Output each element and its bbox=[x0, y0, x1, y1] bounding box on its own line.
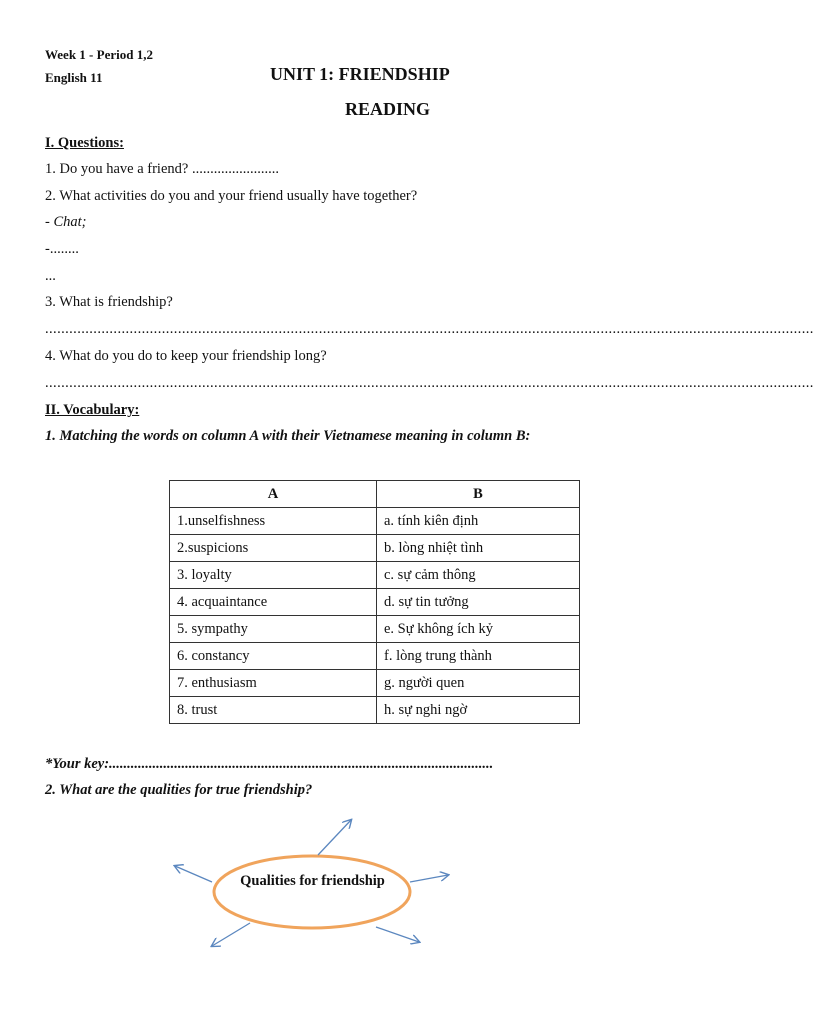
answer-line-4: ............................................................................................................................................................................................... bbox=[45, 375, 814, 391]
column-a-header: A bbox=[170, 481, 377, 508]
word-cell: 3. loyalty bbox=[170, 562, 377, 589]
meaning-cell: e. Sự không ích kỷ bbox=[377, 616, 580, 643]
table-header-row bbox=[170, 481, 580, 508]
question-1: 1. Do you have a friend? ........................ bbox=[45, 161, 279, 177]
table-row bbox=[170, 670, 580, 697]
qualities-oval bbox=[214, 856, 410, 928]
class-label: English 11 bbox=[45, 70, 103, 85]
vocabulary-heading: II. Vocabulary: bbox=[45, 402, 140, 418]
meaning-cell: f. lòng trung thành bbox=[377, 643, 580, 670]
question-2-answer-2: -........ bbox=[45, 241, 79, 257]
question-4: 4. What do you do to keep your friendship long? bbox=[45, 348, 327, 364]
word-cell: 4. acquaintance bbox=[170, 589, 377, 616]
word-cell: 7. enthusiasm bbox=[170, 670, 377, 697]
table-row bbox=[170, 562, 580, 589]
table-row bbox=[170, 616, 580, 643]
table-row bbox=[170, 535, 580, 562]
answer-chat: Chat; bbox=[53, 214, 87, 230]
table-row bbox=[170, 508, 580, 535]
meaning-cell: b. lòng nhiệt tình bbox=[377, 535, 580, 562]
section-title: READING bbox=[345, 99, 431, 119]
matching-instruction: 1. Matching the words on column A with their Vietnamese meaning in column B: bbox=[45, 428, 531, 444]
mindmap-center-label: Qualities for friendship bbox=[240, 873, 385, 889]
word-cell: 6. constancy bbox=[170, 643, 377, 670]
arrow-bottom-right-icon bbox=[376, 927, 419, 942]
arrow-left-icon bbox=[175, 866, 212, 882]
question-2-answer-1: - Chat; bbox=[45, 214, 87, 230]
meaning-cell: c. sự cảm thông bbox=[377, 562, 580, 589]
word-cell: 2.suspicions bbox=[170, 535, 377, 562]
answer-line-3: ............................................................................................................................................................................................... bbox=[45, 321, 814, 337]
word-cell: 8. trust bbox=[170, 697, 377, 724]
arrow-top-icon bbox=[318, 820, 351, 855]
question-2-answer-3: ... bbox=[45, 268, 56, 284]
week-label: Week 1 - Period 1,2 bbox=[45, 47, 153, 62]
meaning-cell: h. sự nghi ngờ bbox=[377, 697, 580, 724]
arrow-bottom-left-icon bbox=[212, 923, 250, 946]
table-row bbox=[170, 589, 580, 616]
unit-title: UNIT 1: FRIENDSHIP bbox=[270, 64, 450, 84]
column-b-header: B bbox=[377, 481, 580, 508]
your-key-line: *Your key:.......................................................................................................... bbox=[45, 756, 494, 772]
word-cell: 1.unselfishness bbox=[170, 508, 377, 535]
meaning-cell: d. sự tin tưởng bbox=[377, 589, 580, 616]
meaning-cell: g. người quen bbox=[377, 670, 580, 697]
table-row bbox=[170, 643, 580, 670]
arrow-right-icon bbox=[410, 875, 448, 882]
question-3: 3. What is friendship? bbox=[45, 294, 173, 310]
questions-heading: I. Questions: bbox=[45, 135, 124, 151]
word-cell: 5. sympathy bbox=[170, 616, 377, 643]
table-row bbox=[170, 697, 580, 724]
meaning-cell: a. tính kiên định bbox=[377, 508, 580, 535]
matching-table bbox=[169, 480, 580, 724]
qualities-question: 2. What are the qualities for true friendship? bbox=[45, 782, 313, 798]
question-2: 2. What activities do you and your friend usually have together? bbox=[45, 188, 418, 204]
